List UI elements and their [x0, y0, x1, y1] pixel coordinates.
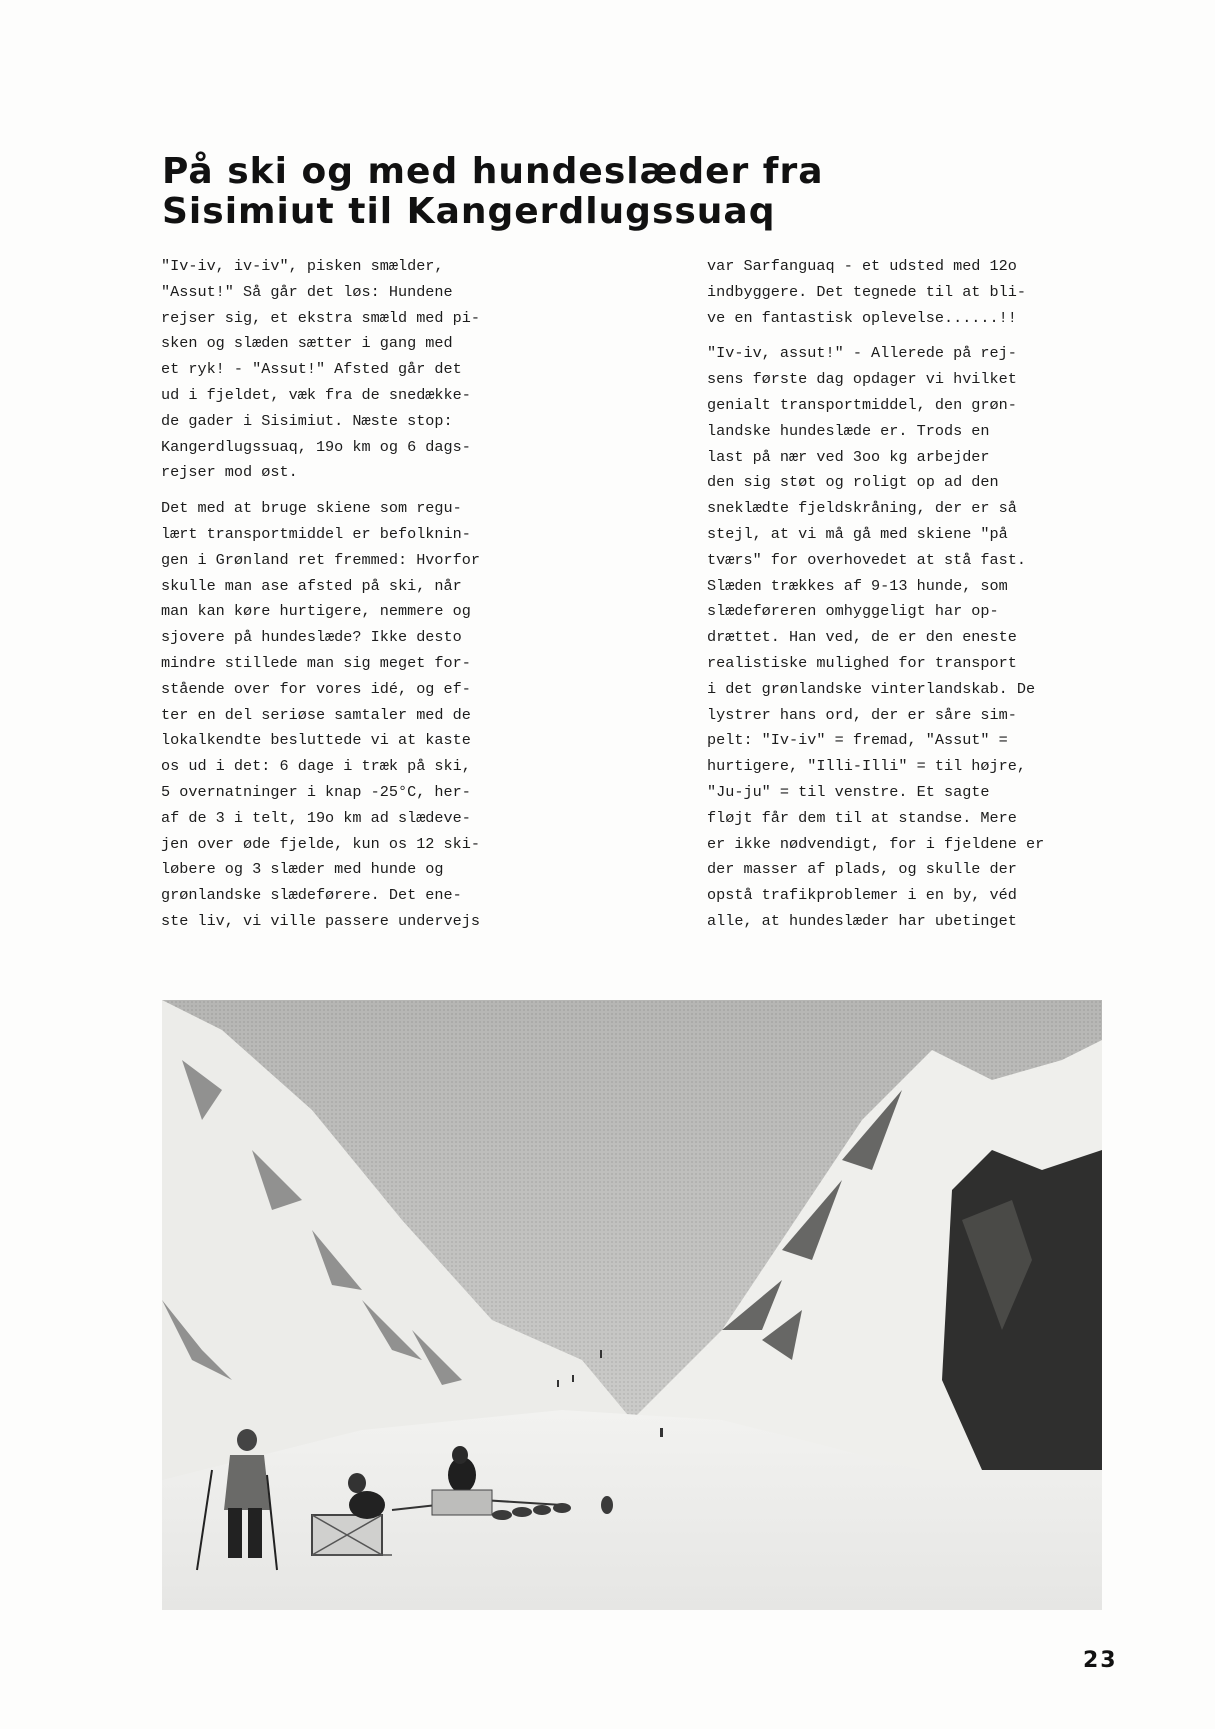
text-line: der masser af plads, og skulle der: [707, 860, 1017, 879]
text-line: ste liv, vi ville passere undervejs: [161, 911, 480, 930]
title-line: Sisimiut til Kangerdlugssuaq: [162, 191, 776, 232]
text-line: ve en fantastisk oplevelse......!!: [707, 308, 1017, 327]
text-line: last på nær ved 3oo kg arbejder: [707, 447, 990, 466]
text-line: opstå trafikproblemer i en by, véd: [707, 886, 1017, 905]
text-line: skulle man ase afsted på ski, når: [161, 576, 462, 595]
text-line: pelt: "Iv-iv" = fremad, "Assut" =: [707, 731, 1008, 750]
right-text-column: [707, 254, 1087, 945]
text-line: drættet. Han ved, de er den eneste: [707, 628, 1017, 647]
text-line: stejl, at vi må gå med skiene "på: [707, 524, 1008, 543]
text-line: lært transportmiddel er befolknin-: [161, 524, 471, 543]
paragraph: [161, 496, 541, 935]
text-line: fløjt får dem til at standse. Mere: [707, 808, 1017, 827]
text-line: sens første dag opdager vi hvilket: [707, 370, 1017, 389]
text-line: sken og slæden sætter i gang med: [161, 334, 453, 353]
paragraph: [707, 341, 1087, 934]
text-line: Slæden trækkes af 9-13 hunde, som: [707, 576, 1008, 595]
text-line: lystrer hans ord, der er såre sim-: [707, 705, 1017, 724]
text-line: i det grønlandske vinterlandskab. De: [707, 679, 1036, 698]
text-line: man kan køre hurtigere, nemmere og: [161, 602, 471, 621]
text-line: løbere og 3 slæder med hunde og: [161, 860, 444, 879]
text-line: hurtigere, "Illi-Illi" = til højre,: [707, 757, 1026, 776]
text-line: genialt transportmiddel, den grøn-: [707, 395, 1017, 414]
photo-illustration: [162, 1000, 1102, 1610]
text-line: tværs" for overhovedet at stå fast.: [707, 550, 1026, 569]
text-line: os ud i det: 6 dage i træk på ski,: [161, 757, 471, 776]
text-line: rejser sig, et ekstra smæld med pi-: [161, 308, 480, 327]
text-line: af de 3 i telt, 19o km ad slædeve-: [161, 808, 471, 827]
left-text-column: [161, 254, 541, 945]
text-line: Det med at bruge skiene som regu-: [161, 499, 462, 518]
text-line: "Iv-iv, iv-iv", pisken smælder,: [161, 257, 444, 275]
text-line: var Sarfanguaq - et udsted med 12o: [707, 257, 1017, 275]
text-line: indbyggere. Det tegnede til at bli-: [707, 282, 1026, 301]
paragraph: [707, 254, 1087, 331]
paragraph: [161, 254, 541, 486]
text-line: sjovere på hundeslæde? Ikke desto: [161, 628, 462, 647]
text-line: jen over øde fjelde, kun os 12 ski-: [161, 834, 480, 853]
text-line: er ikke nødvendigt, for i fjeldene er: [707, 834, 1045, 853]
text-line: den sig støt og roligt op ad den: [707, 473, 999, 492]
article-title: [162, 152, 1062, 232]
text-line: sneklædte fjeldskråning, der er så: [707, 499, 1017, 518]
text-line: ud i fjeldet, væk fra de snedække-: [161, 385, 471, 404]
text-line: mindre stillede man sig meget for-: [161, 653, 471, 672]
text-line: Kangerdlugssuaq, 19o km og 6 dags-: [161, 437, 471, 456]
text-line: lokalkendte besluttede vi at kaste: [161, 731, 471, 750]
text-line: "Assut!" Så går det løs: Hundene: [161, 282, 453, 301]
text-line: "Ju-ju" = til venstre. Et sagte: [707, 782, 990, 801]
text-line: realistiske mulighed for transport: [707, 653, 1017, 672]
text-line: ter en del seriøse samtaler med de: [161, 705, 471, 724]
text-line: gen i Grønland ret fremmed: Hvorfor: [161, 550, 480, 569]
text-line: 5 overnatninger i knap -25°C, her-: [161, 782, 471, 801]
text-line: grønlandske slædeførere. Det ene-: [161, 886, 462, 905]
photo-sled-expedition: [162, 1000, 1102, 1610]
text-line: rejser mod øst.: [161, 463, 298, 482]
text-line: et ryk! - "Assut!" Afsted går det: [161, 360, 462, 379]
text-line: de gader i Sisimiut. Næste stop:: [161, 411, 453, 430]
text-line: stående over for vores idé, og ef-: [161, 679, 471, 698]
text-line: slædeføreren omhyggeligt har op-: [707, 602, 999, 621]
text-line: "Iv-iv, assut!" - Allerede på rej-: [707, 344, 1017, 363]
text-line: landske hundeslæde er. Trods en: [707, 421, 990, 440]
text-line: alle, at hundeslæder har ubetinget: [707, 911, 1017, 930]
title-line: På ski og med hundeslæder fra: [162, 151, 824, 192]
page-number: 23: [1083, 1648, 1118, 1673]
